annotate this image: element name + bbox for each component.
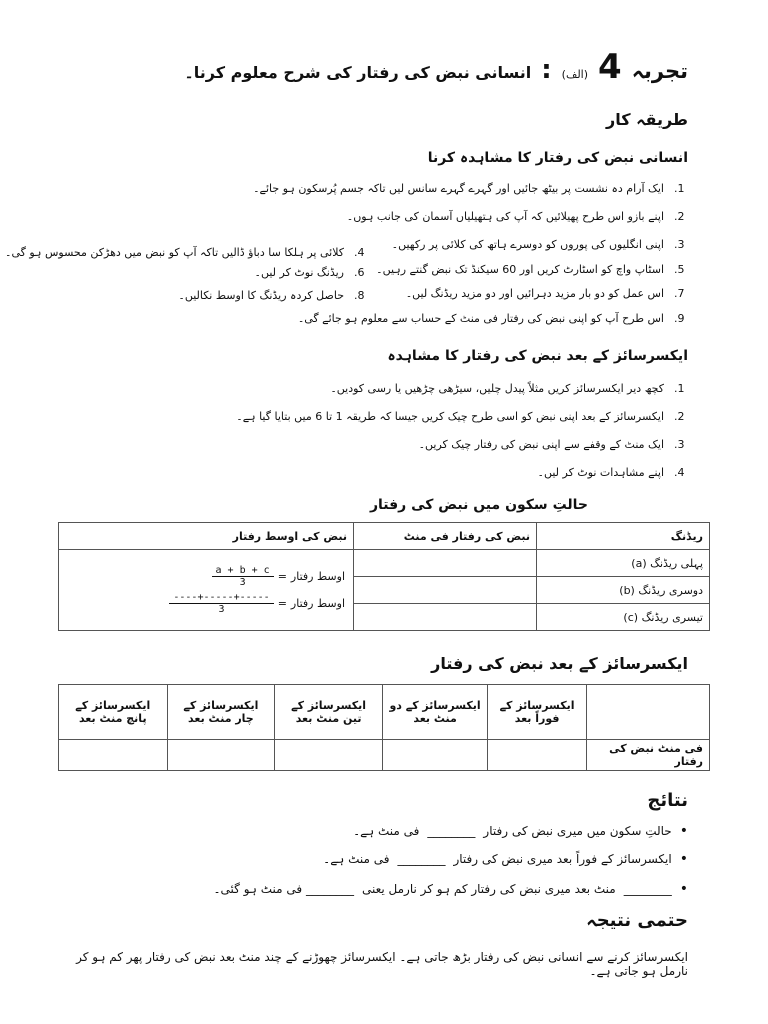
rest-step-5: 5. اسٹاپ واچ کو اسٹارٹ کریں اور 60 سیکنڈ تک نبض گنتے رہیں۔ [376, 263, 685, 276]
result-3-blank-a[interactable]: ________ [623, 882, 672, 896]
header-two-minutes-after: ایکسرسائز کے دو منٹ بعد [382, 685, 487, 740]
bullet-icon: • [679, 851, 688, 867]
result-line-3: • ________ منٹ بعد میری نبض کی رفتار کم ہو کر نارمل یعنی ________ فی منٹ ہو گئی۔ [213, 881, 688, 897]
rest-table-caption: حالتِ سکون میں نبض کی رفتار [369, 497, 588, 513]
experiment-number: 4 [598, 47, 622, 87]
results-heading: نتائج [647, 790, 688, 811]
exercise-table-caption: ایکسرسائز کے بعد نبض کی رفتار [431, 654, 688, 673]
result-line-1: • حالتِ سکون میں میری نبض کی رفتار ________ فی منٹ ہے۔ [353, 823, 688, 839]
header-three-minutes-after: ایکسرسائز کے تین منٹ بعد [275, 685, 383, 740]
average-cell [59, 550, 354, 631]
rest-step-3: 3. اپنی انگلیوں کی پوروں کو دوسرے ہاتھ کی کلائی پر رکھیں۔ [391, 238, 685, 251]
value-five-minutes-after[interactable] [59, 740, 168, 771]
header-colon: : [541, 55, 552, 85]
result-2-blank[interactable]: ________ [397, 852, 446, 866]
blank-fraction: $\frac{----+-----+-----}{3}$ [169, 592, 273, 615]
bullet-icon: • [679, 881, 688, 897]
formula-fraction: $\frac{a + b + c}{3}$ [212, 565, 274, 588]
header-rate-per-minute: نبض کی رفتار فی منٹ [354, 523, 537, 550]
bullet-icon: • [679, 823, 688, 839]
value-immediately-after[interactable] [488, 740, 587, 771]
conclusion-text: ایکسرسائز کرنے سے انسانی نبض کی رفتار بڑھ جاتی ہے۔ ایکسرسائز چھوڑنے کے چند منٹ بعد نبض کی رفتار پھر کم ہو کر نارمل ہو جاتی ہے۔ [76, 950, 688, 978]
experiment-header [184, 47, 688, 87]
rest-step-7: 7. اس عمل کو دو بار مزید دہرائیں اور دو مزید ریڈنگ لیں۔ [405, 287, 685, 300]
result-line-2: • ایکسرسائز کے فوراً بعد میری نبض کی رفتار ________ فی منٹ ہے۔ [323, 851, 688, 867]
conclusion-heading: حتمی نتیجہ [586, 910, 688, 931]
header-reading: ریڈنگ [537, 523, 710, 550]
reading-c-value[interactable] [354, 604, 537, 631]
reading-b-value[interactable] [354, 577, 537, 604]
table-header-row [59, 685, 710, 740]
experiment-title: انسانی نبض کی رفتار کی شرح معلوم کرنا۔ [184, 63, 532, 82]
reading-b-label: دوسری ریڈنگ (b) [537, 577, 710, 604]
rest-pulse-table [58, 522, 710, 631]
table-row [59, 740, 710, 771]
reading-a-label: پہلی ریڈنگ (a) [537, 550, 710, 577]
result-1-blank[interactable]: ________ [427, 824, 476, 838]
rest-step-8: 8. حاصل کردہ ریڈنگ کا اوسط نکالیں۔ [178, 289, 365, 302]
header-four-minutes-after: ایکسرسائز کے چار منٹ بعد [167, 685, 275, 740]
value-four-minutes-after[interactable] [167, 740, 275, 771]
header-row-label-blank [587, 685, 710, 740]
reading-a-value[interactable] [354, 550, 537, 577]
value-two-minutes-after[interactable] [382, 740, 487, 771]
rest-step-9: 9. اس طرح آپ کو اپنی نبض کی رفتار فی منٹ کے حساب سے معلوم ہو جائے گی۔ [297, 312, 685, 325]
exercise-step-3: 3. ایک منٹ کے وقفے سے اپنی نبض کی رفتار چیک کریں۔ [418, 438, 685, 451]
exercise-step-2: 2. ایکسرسائز کے بعد اپنی نبض کو اسی طرح چیک کریں جیسا کہ طریقہ 1 تا 6 میں بتایا گیا ہے۔ [236, 410, 685, 423]
average-blank-formula[interactable]: $\frac{----+-----+-----}{3}$ = اوسط رفتار [67, 592, 345, 615]
avg-label-2: اوسط رفتار [290, 597, 345, 610]
reading-c-label: تیسری ریڈنگ (c) [537, 604, 710, 631]
header-immediately-after: ایکسرسائز کے فوراً بعد [488, 685, 587, 740]
experiment-part: (الف) [561, 68, 589, 81]
rest-step-1: 1. ایک آرام دہ نشست پر بیٹھ جائیں اور گہرے گہرے سانس لیں تاکہ جسم پُرسکون ہو جائے۔ [253, 182, 685, 195]
header-five-minutes-after: ایکسرسائز کے پانچ منٹ بعد [59, 685, 168, 740]
procedure-heading: طریقہ کار [605, 110, 688, 129]
exercise-section-heading: ایکسرسائز کے بعد نبض کی رفتار کا مشاہدہ [387, 348, 688, 364]
exercise-step-4: 4. اپنے مشاہدات نوٹ کر لیں۔ [537, 466, 685, 479]
experiment-word: تجربہ [631, 59, 688, 83]
rest-step-6: 6. ریڈنگ نوٹ کر لیں۔ [254, 266, 365, 279]
avg-label-1: اوسط رفتار [290, 570, 345, 583]
table-row [59, 550, 710, 577]
value-three-minutes-after[interactable] [275, 740, 383, 771]
exercise-step-1: 1. کچھ دیر ایکسرسائز کریں مثلاً پیدل چلیں، سیڑھی چڑھیں یا رسی کودیں۔ [330, 382, 685, 395]
table-header-row [59, 523, 710, 550]
average-formula: $\frac{a + b + c}{3}$ = اوسط رفتار [67, 565, 345, 588]
rest-step-2: 2. اپنے بازو اس طرح پھیلائیں کہ آپ کی ہتھیلیاں آسمان کی جانب ہوں۔ [346, 210, 685, 223]
rest-step-4: 4. کلائی پر ہلکا سا دباؤ ڈالیں تاکہ آپ کو نبض میں دھڑکن محسوس ہو گی۔ [5, 246, 365, 259]
rest-section-heading: انسانی نبض کی رفتار کا مشاہدہ کرنا [427, 150, 688, 166]
header-average-rate: نبض کی اوسط رفتار [59, 523, 354, 550]
result-3-blank-b[interactable]: ________ فی منٹ ہو گئی۔ [213, 882, 354, 896]
exercise-pulse-table [58, 684, 710, 771]
row-label-rate-per-minute: فی منٹ نبض کی رفتار [587, 740, 710, 771]
